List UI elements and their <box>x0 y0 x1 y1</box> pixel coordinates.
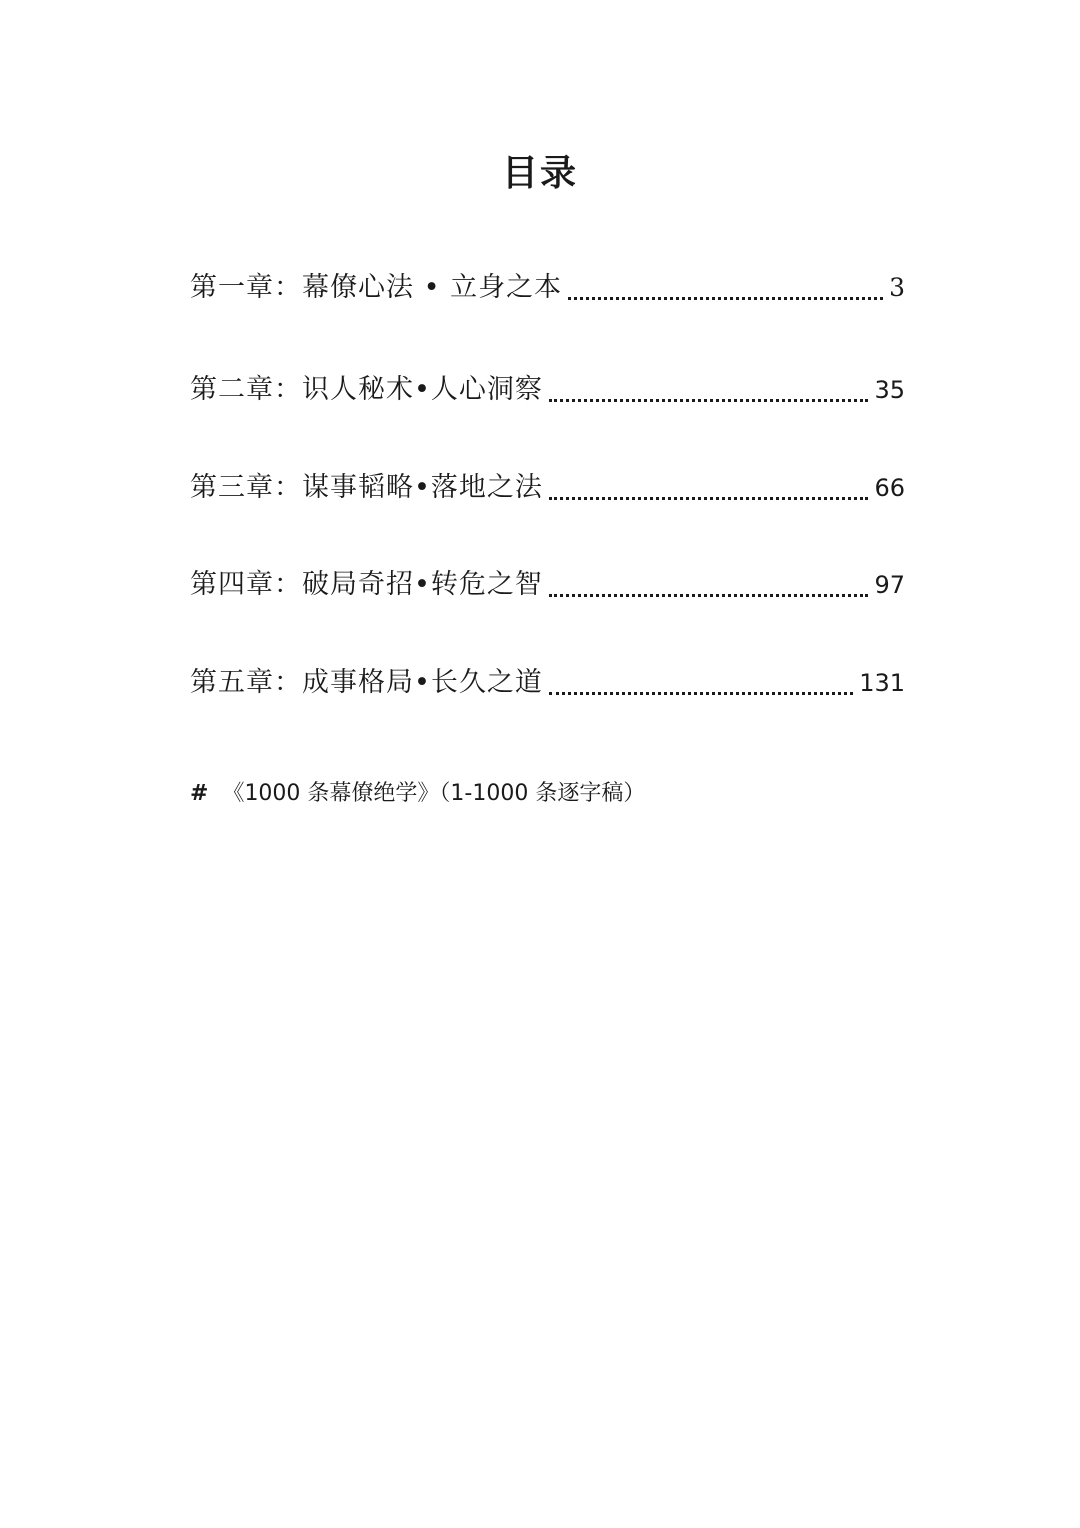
toc-entry-label: 第五章：成事格局•长久之道 <box>190 667 543 698</box>
toc-entry-page: 131 <box>859 669 905 697</box>
toc-entry-chapter-3[interactable] <box>190 465 905 511</box>
toc-entry-page: 97 <box>874 571 905 599</box>
toc-entry-page: 66 <box>874 474 905 502</box>
toc-entry-label: 第二章：识人秘术•人心洞察 <box>190 374 543 405</box>
toc-entry-chapter-5[interactable] <box>190 660 905 706</box>
footnote <box>190 778 645 810</box>
toc-leader-dots <box>549 594 869 597</box>
toc-entry-chapter-2[interactable] <box>190 367 905 413</box>
toc-leader-dots <box>549 692 853 695</box>
toc-leader-dots <box>549 497 869 500</box>
footnote-text: 《1000 条幕僚绝学》（1-1000 条逐字稿） <box>222 781 646 806</box>
toc-entry-page: 35 <box>874 376 905 404</box>
toc-entry-page: 3 <box>889 273 905 302</box>
toc-entry-chapter-1[interactable] <box>190 265 905 311</box>
toc-entry-label: 第三章：谋事韬略•落地之法 <box>190 472 543 503</box>
toc-entry-label: 第一章：幕僚心法 • 立身之本 <box>190 272 563 303</box>
page-title: 目录 <box>501 153 578 194</box>
footnote-hash: # <box>190 781 209 806</box>
toc-leader-dots <box>568 297 883 300</box>
toc-entry-label: 第四章：破局奇招•转危之智 <box>190 569 543 600</box>
toc-entry-chapter-4[interactable] <box>190 562 905 608</box>
toc-leader-dots <box>549 399 869 402</box>
